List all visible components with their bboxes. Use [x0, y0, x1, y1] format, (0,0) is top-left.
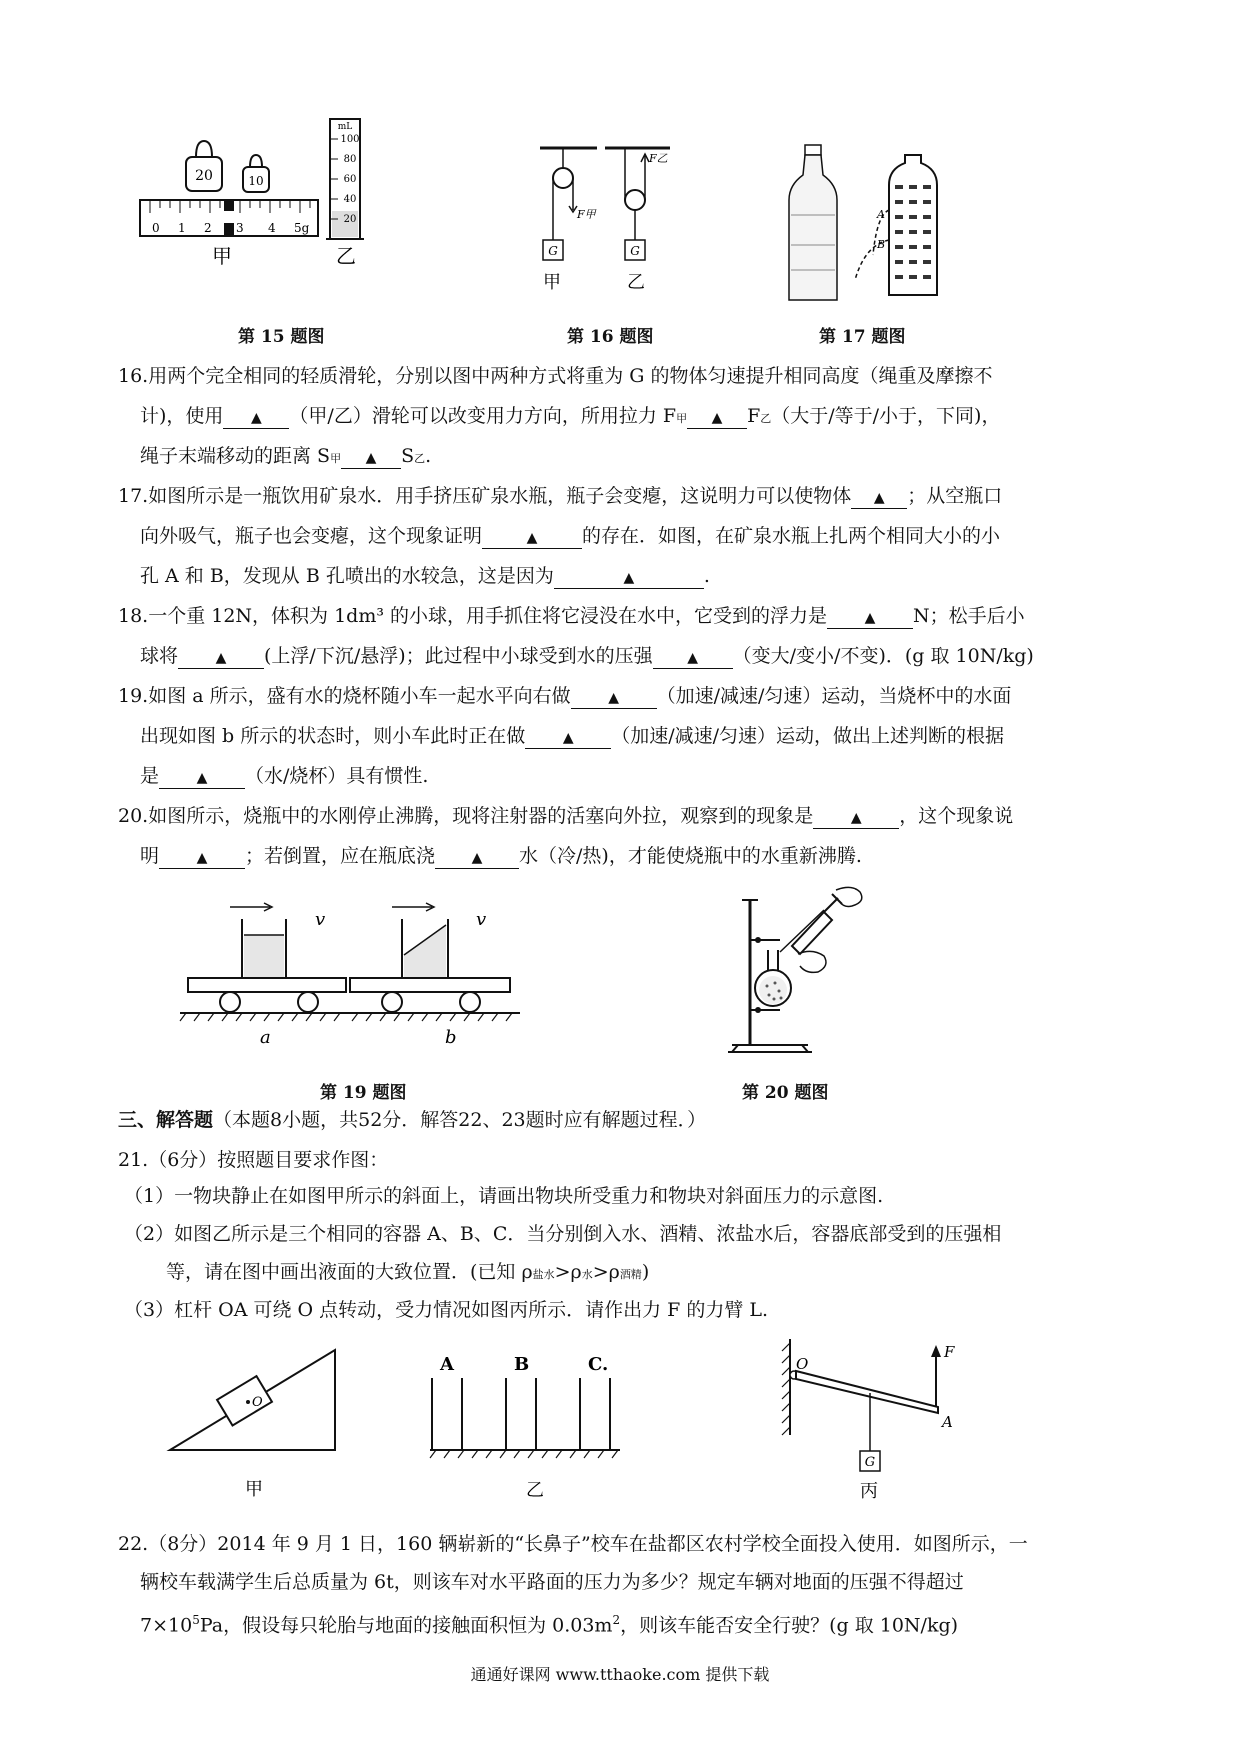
- hand-lower: [798, 951, 826, 972]
- answer-blank: ▲: [159, 768, 245, 789]
- hole-b-label: B: [877, 238, 886, 251]
- water-bottle: [789, 145, 837, 300]
- rider-top: [224, 201, 234, 211]
- label-jia: 甲: [212, 244, 232, 268]
- q22-line2: 辆校车载满学生后总质量为 6t，则该车对水平路面的压力为多少？规定车辆对地面的压强不得超过: [140, 1571, 964, 1593]
- flask: [755, 950, 791, 1006]
- caption-fig15: 第 15 题图: [238, 327, 325, 347]
- container-a-label: A: [440, 1354, 454, 1375]
- answer-blank: ▲: [223, 408, 289, 429]
- answer-blank: ▲: [827, 608, 913, 629]
- figure-21-jia: [160, 1340, 360, 1500]
- block-point-o: O: [252, 1395, 263, 1410]
- weight-g-label-yi: G: [630, 244, 640, 258]
- caption-fig20: 第 20 题图: [742, 1083, 829, 1103]
- lever-oa: [796, 1371, 938, 1413]
- hand-upper: [836, 887, 862, 906]
- point-a-label: A: [942, 1413, 953, 1431]
- label-jia-16: 甲: [543, 272, 561, 293]
- bottle-with-holes: [889, 155, 937, 295]
- figure-17: [785, 145, 965, 305]
- q21-head: 21.（6分）按照题目要求作图：: [118, 1149, 389, 1171]
- caption-fig19: 第 19 题图: [320, 1083, 407, 1103]
- point-o-label: O: [796, 1355, 809, 1373]
- label-jia-21: 甲: [245, 1479, 263, 1500]
- tick-5g: 5g: [294, 221, 310, 235]
- label-b: b: [445, 1027, 457, 1048]
- container-a: [432, 1378, 462, 1450]
- q21-part1: （1）一物块静止在如图甲所示的斜面上，请画出物块所受重力和物块对斜面压力的示意图.: [124, 1185, 884, 1207]
- force-f-label: F: [944, 1343, 955, 1361]
- q21-part3: （3）杠杆 OA 可绕 O 点转动，受力情况如图丙所示．请作出力 F 的力臂 L.: [124, 1299, 769, 1321]
- label-yi-21: 乙: [526, 1480, 544, 1501]
- rider-bottom: [224, 223, 234, 235]
- figure-19: [180, 895, 540, 1065]
- cyl-mark-60: 60: [343, 174, 357, 185]
- answer-blank: ▲: [813, 808, 899, 829]
- label-yi: 乙: [336, 244, 356, 268]
- tick-1: 1: [178, 221, 186, 235]
- q18-line2: 球将 ▲ (上浮/下沉/悬浮)；此过程中小球受到水的压强 ▲ （变大/变小/不变)．(g 取 10N/kg): [140, 645, 1034, 667]
- force-jia: F甲: [577, 208, 596, 221]
- answer-blank: ▲: [653, 648, 733, 669]
- hole-a-label: A: [877, 208, 885, 221]
- container-c: [580, 1378, 610, 1450]
- answer-blank: ▲: [341, 448, 401, 469]
- q22-line1: 22.（8分）2014 年 9 月 1 日，160 辆崭新的“长鼻子”校车在盐都区农村学校全面投入使用．如图所示，一: [118, 1533, 1028, 1555]
- q21-part2-line1: （2）如图乙所示是三个相同的容器 A、B、C．当分别倒入水、酒精、浓盐水后，容器底部受到的压强相: [124, 1223, 1002, 1245]
- answer-blank: ▲: [159, 848, 245, 869]
- q18-line1: 18.一个重 12N，体积为 1dm³ 的小球，用手抓住将它浸没在水中，它受到的浮力是 ▲ N；松手后小: [118, 605, 1025, 627]
- q20-line1: 20.如图所示，烧瓶中的水刚停止沸腾，现将注射器的活塞向外拉，观察到的现象是 ▲ ，这个现象说: [118, 805, 1014, 827]
- answer-blank: ▲: [525, 728, 611, 749]
- q16-line1: 16.用两个完全相同的轻质滑轮，分别以图中两种方式将重为 G 的物体匀速提升相同高度（绳重及摩擦不: [118, 365, 993, 387]
- q19-line3: 是 ▲ （水/烧杯）具有惯性.: [140, 765, 429, 787]
- figure-21-yi: [420, 1348, 640, 1508]
- answer-blank: ▲: [178, 648, 264, 669]
- answer-blank: ▲: [554, 568, 704, 589]
- syringe: [780, 894, 842, 954]
- fixed-pulley: [553, 168, 573, 188]
- figure-20: [720, 880, 880, 1060]
- cyl-mark-80: 80: [343, 154, 357, 165]
- cyl-mark-100: 100: [340, 134, 360, 145]
- label-bing: 丙: [860, 1481, 878, 1502]
- cyl-mark-40: 40: [343, 194, 357, 205]
- weight-g-label: G: [864, 1455, 876, 1470]
- q21-part2-line2: 等，请在图中画出液面的大致位置．(已知 ρ盐水>ρ水>ρ酒精): [166, 1261, 650, 1283]
- answer-blank: ▲: [851, 488, 907, 509]
- answer-blank: ▲: [435, 848, 519, 869]
- tick-0: 0: [152, 221, 160, 235]
- container-b-label: B: [514, 1354, 530, 1375]
- weight-20-label: 20: [195, 168, 213, 184]
- label-a: a: [260, 1027, 271, 1048]
- tick-4: 4: [268, 221, 276, 235]
- q17-line3: 孔 A 和 B，发现从 B 孔喷出的水较急，这是因为 ▲ .: [140, 565, 710, 587]
- velocity-a: v: [315, 909, 326, 930]
- movable-pulley: [625, 190, 645, 210]
- force-yi: F乙: [649, 152, 668, 165]
- container-b: [506, 1378, 536, 1450]
- q16-line3: 绳子末端移动的距离 S甲 ▲ S乙.: [140, 445, 432, 467]
- answer-blank: ▲: [687, 408, 747, 429]
- q19-line1: 19.如图 a 所示，盛有水的烧杯随小车一起水平向右做 ▲ （加速/减速/匀速）运动，当烧杯中的水面: [118, 685, 1012, 707]
- caption-fig17: 第 17 题图: [819, 327, 906, 347]
- tick-2: 2: [204, 221, 212, 235]
- label-yi-16: 乙: [627, 272, 645, 293]
- q20-line2: 明 ▲ ；若倒置，应在瓶底浇 ▲ 水（冷/热)，才能使烧瓶中的水重新沸腾.: [140, 845, 862, 867]
- velocity-b: v: [476, 909, 487, 930]
- q16-line2: 计)，使用 ▲ （甲/乙）滑轮可以改变用力方向，所用拉力 F甲 ▲ F乙（大于/等于/小于，下同)，: [140, 405, 1001, 427]
- container-c-label: C.: [588, 1354, 609, 1375]
- figure-15: [140, 115, 390, 275]
- tick-3: 3: [236, 221, 244, 235]
- cyl-unit: mL: [337, 122, 353, 132]
- figure-21-bing: [770, 1335, 970, 1505]
- figure-16: [535, 140, 705, 300]
- section3-heading: 三、解答题（本题8小题，共52分．解答22、23题时应有解题过程．）: [118, 1109, 707, 1131]
- page-footer: 通通好课网 www.tthaoke.com 提供下载: [470, 1665, 770, 1684]
- q22-line3: $7\times 10^5Pa$，假设每只轮胎与地面的接触面积恒为 $0.03m^2$，则该车能否安全行驶？(g 取 10N/kg): [140, 1613, 959, 1637]
- q17-line1: 17.如图所示是一瓶饮用矿泉水．用手挤压矿泉水瓶，瓶子会变瘪，这说明力可以使物体 ▲ ；从空瓶口: [118, 485, 1003, 507]
- weight-g-label-jia: G: [548, 244, 558, 258]
- caption-fig16: 第 16 题图: [567, 327, 654, 347]
- weight-10-label: 10: [248, 174, 264, 188]
- answer-blank: ▲: [482, 528, 582, 549]
- cyl-mark-20: 20: [343, 214, 357, 225]
- q17-line2: 向外吸气，瓶子也会变瘪，这个现象证明 ▲ 的存在．如图，在矿泉水瓶上扎两个相同大小的小: [140, 525, 1001, 547]
- q19-line2: 出现如图 b 所示的状态时，则小车此时正在做 ▲ （加速/减速/匀速）运动，做出上述判断的根据: [140, 725, 1005, 747]
- answer-blank: ▲: [571, 688, 657, 709]
